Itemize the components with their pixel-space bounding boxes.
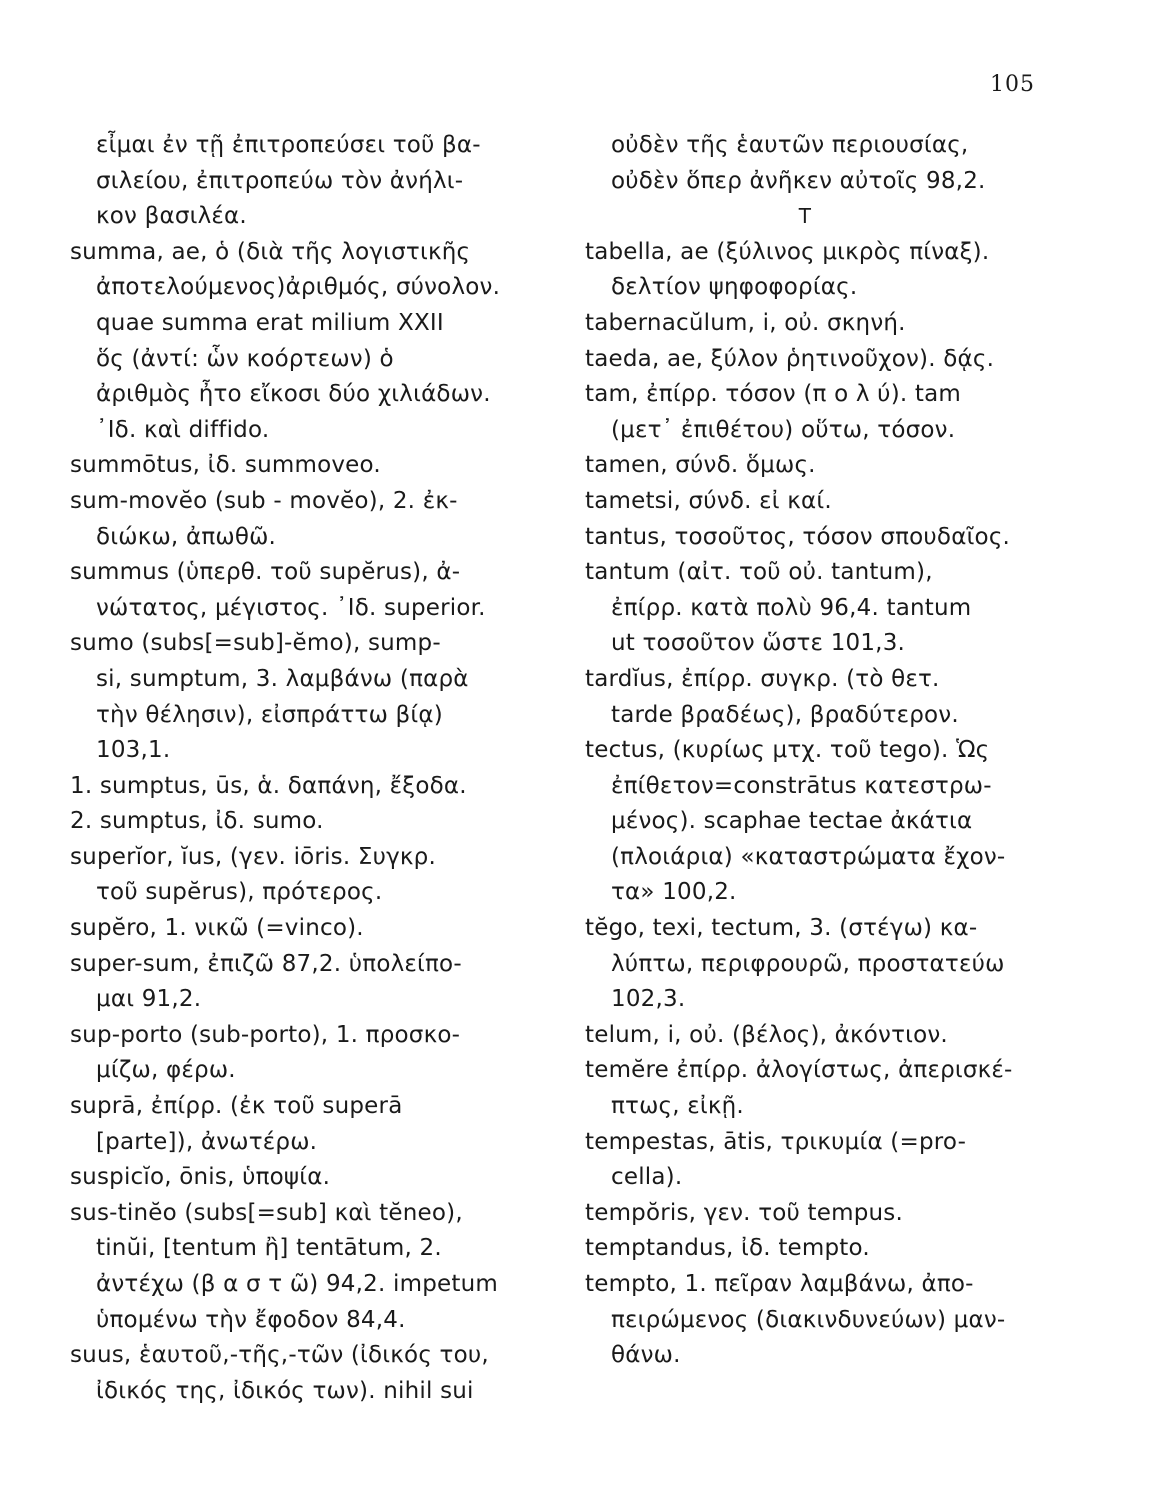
dictionary-line: tantum (αἰτ. τοῦ οὐ. tantum), bbox=[585, 559, 933, 586]
dictionary-line: tam, ἐπίρρ. τόσον (π ο λ ύ). tam bbox=[585, 381, 962, 408]
dictionary-line: suspicĭo, ōnis, ὑποψία. bbox=[70, 1164, 331, 1191]
dictionary-line: suprā, ἐπίρρ. (ἐκ τοῦ superā bbox=[70, 1093, 403, 1120]
dictionary-line: ut τοσοῦτον ὥστε 101,3. bbox=[611, 630, 906, 657]
dictionary-line: ἐπίθετον=constrātus κατεστρω- bbox=[611, 772, 992, 799]
dictionary-line: τα» 100,2. bbox=[611, 879, 737, 906]
dictionary-line: tempŏris, γεν. τοῦ tempus. bbox=[585, 1199, 903, 1226]
dictionary-line: taeda, ae, ξύλον ῥητινοῦχον). δᾴς. bbox=[585, 345, 995, 372]
page-number: 105 bbox=[990, 72, 1035, 97]
dictionary-line: temĕre ἐπίρρ. ἀλογίστως, ἀπερισκέ- bbox=[585, 1057, 1013, 1084]
dictionary-line: summōtus, ἰδ. summoveo. bbox=[70, 452, 381, 479]
dictionary-line: οὐδὲν ὅπερ ἀνῆκεν αὐτοῖς 98,2. bbox=[611, 167, 986, 194]
dictionary-line: τοῦ supĕrus), πρότερος. bbox=[96, 879, 383, 906]
dictionary-line: μένος). scaphae tectae ἀκάτια bbox=[611, 808, 973, 835]
dictionary-line: tantus, τοσοῦτος, τόσον σπουδαῖος. bbox=[585, 523, 1011, 550]
dictionary-line: μίζω, φέρω. bbox=[96, 1057, 236, 1084]
dictionary-line: (πλοιάρια) «καταστρώματα ἔχον- bbox=[611, 843, 1006, 870]
dictionary-line: ἀποτελούμενος)ἀριθμός, σύνολον. bbox=[96, 274, 501, 301]
dictionary-line: tabella, ae (ξύλινος μικρὸς πίναξ). bbox=[585, 238, 990, 265]
right-column bbox=[585, 128, 1065, 1374]
dictionary-line: sup-porto (sub-porto), 1. προσκο- bbox=[70, 1021, 461, 1048]
dictionary-line: cella). bbox=[611, 1164, 683, 1191]
dictionary-line: super-sum, ἐπιζῶ 87,2. ὑπολείπο- bbox=[70, 950, 462, 977]
dictionary-line: πτως, εἰκῇ. bbox=[611, 1093, 744, 1120]
dictionary-line: σιλείου, ἐπιτροπεύω τὸν ἀνήλι- bbox=[96, 167, 464, 194]
dictionary-line: sus-tinĕo (subs[=sub] καὶ tĕneo), bbox=[70, 1199, 463, 1226]
dictionary-line: temptandus, ἰδ. tempto. bbox=[585, 1235, 870, 1262]
dictionary-line: supĕro, 1. νικῶ (=vinco). bbox=[70, 915, 364, 942]
dictionary-line: si, sumptum, 3. λαμβάνω (παρὰ bbox=[96, 665, 469, 692]
dictionary-line: (μετ᾿ ἐπιθέτου) οὕτω, τόσον. bbox=[611, 416, 956, 443]
dictionary-line: μαι 91,2. bbox=[96, 986, 202, 1013]
dictionary-line: tamen, σύνδ. ὅμως. bbox=[585, 452, 816, 479]
dictionary-line: quae summa erat milium XXII bbox=[96, 309, 444, 336]
dictionary-line: tarde βραδέως), βραδύτερον. bbox=[611, 701, 959, 728]
dictionary-line: εἶμαι ἐν τῇ ἐπιτροπεύσει τοῦ βα- bbox=[96, 132, 481, 158]
dictionary-line: tabernacŭlum, i, οὐ. σκηνή. bbox=[585, 309, 906, 336]
dictionary-line: κον βασιλέα. bbox=[96, 203, 247, 230]
dictionary-line: superĭor, ĭus, (γεν. iōris. Συγκρ. bbox=[70, 843, 436, 870]
dictionary-line: ἐπίρρ. κατὰ πολὺ 96,4. tantum bbox=[611, 594, 972, 621]
dictionary-line: [parte]), ἀνωτέρω. bbox=[96, 1128, 318, 1155]
dictionary-line: tinŭi, [tentum ἢ] tentātum, 2. bbox=[96, 1235, 442, 1262]
dictionary-line: 1. sumptus, ūs, ἁ. δαπάνη, ἔξοδα. bbox=[70, 772, 467, 799]
dictionary-line: telum, i, οὐ. (βέλος), ἀκόντιον. bbox=[585, 1021, 948, 1048]
dictionary-line: λύπτω, περιφρουρῶ, προστατεύω bbox=[611, 950, 1005, 977]
dictionary-line: πειρώμενος (διακινδυνεύων) μαν- bbox=[611, 1306, 1006, 1333]
dictionary-line: tempto, 1. πεῖραν λαμβάνω, ἀπο- bbox=[585, 1271, 974, 1297]
dictionary-line: suus, ἑαυτοῦ,-τῆς,-τῶν (ἰδικός του, bbox=[70, 1342, 489, 1369]
dictionary-line: tardĭus, ἐπίρρ. συγκρ. (τὸ θετ. bbox=[585, 665, 940, 692]
dictionary-line: θάνω. bbox=[611, 1342, 681, 1369]
dictionary-line: διώκω, ἀπωθῶ. bbox=[96, 523, 277, 550]
dictionary-line: ἰδικός της, ἰδικός των). nihil sui bbox=[96, 1377, 474, 1404]
dictionary-line: summus (ὑπερθ. τοῦ supĕrus), ἀ- bbox=[70, 559, 461, 586]
dictionary-line: sum-movĕo (sub - movĕo), 2. ἐκ- bbox=[70, 487, 458, 514]
dictionary-line: ἀριθμὸς ἦτο εἴκοσι δύο χιλιάδων. bbox=[96, 381, 491, 408]
dictionary-line: τὴν θέλησιν), εἰσπράττω βίᾳ) bbox=[96, 701, 443, 728]
dictionary-line: summa, ae, ὁ (διὰ τῆς λογιστικῆς bbox=[70, 238, 471, 265]
dictionary-line: tametsi, σύνδ. εἰ καί. bbox=[585, 487, 832, 514]
dictionary-line: ᾿Ιδ. καὶ diffido. bbox=[96, 416, 270, 443]
left-column bbox=[70, 128, 540, 1409]
dictionary-line: ὑπομένω τὴν ἔφοδον 84,4. bbox=[96, 1306, 406, 1333]
dictionary-line: ἀντέχω (β α σ τ ῶ) 94,2. impetum bbox=[96, 1271, 498, 1297]
dictionary-line: 102,3. bbox=[611, 986, 686, 1013]
section-letter-heading: T bbox=[798, 204, 812, 229]
dictionary-line: 2. sumptus, ἰδ. sumo. bbox=[70, 808, 324, 835]
dictionary-line: ὅς (ἀντί: ὧν κοόρτεων) ὁ bbox=[96, 345, 394, 372]
dictionary-line: δελτίον ψηφοφορίας. bbox=[611, 274, 858, 301]
dictionary-line: νώτατος, μέγιστος. ᾿Ιδ. superior. bbox=[96, 594, 486, 621]
dictionary-line: οὐδὲν τῆς ἑαυτῶν περιουσίας, bbox=[611, 132, 969, 158]
dictionary-line: sumo (subs[=sub]-ĕmo), sump- bbox=[70, 630, 441, 657]
dictionary-line: 103,1. bbox=[96, 737, 171, 764]
dictionary-line: tempestas, ātis, τρικυμία (=pro- bbox=[585, 1128, 967, 1155]
dictionary-line: tectus, (κυρίως μτχ. τοῦ tego). Ὡς bbox=[585, 737, 990, 764]
dictionary-line: tĕgo, texi, tectum, 3. (στέγω) κα- bbox=[585, 915, 978, 942]
